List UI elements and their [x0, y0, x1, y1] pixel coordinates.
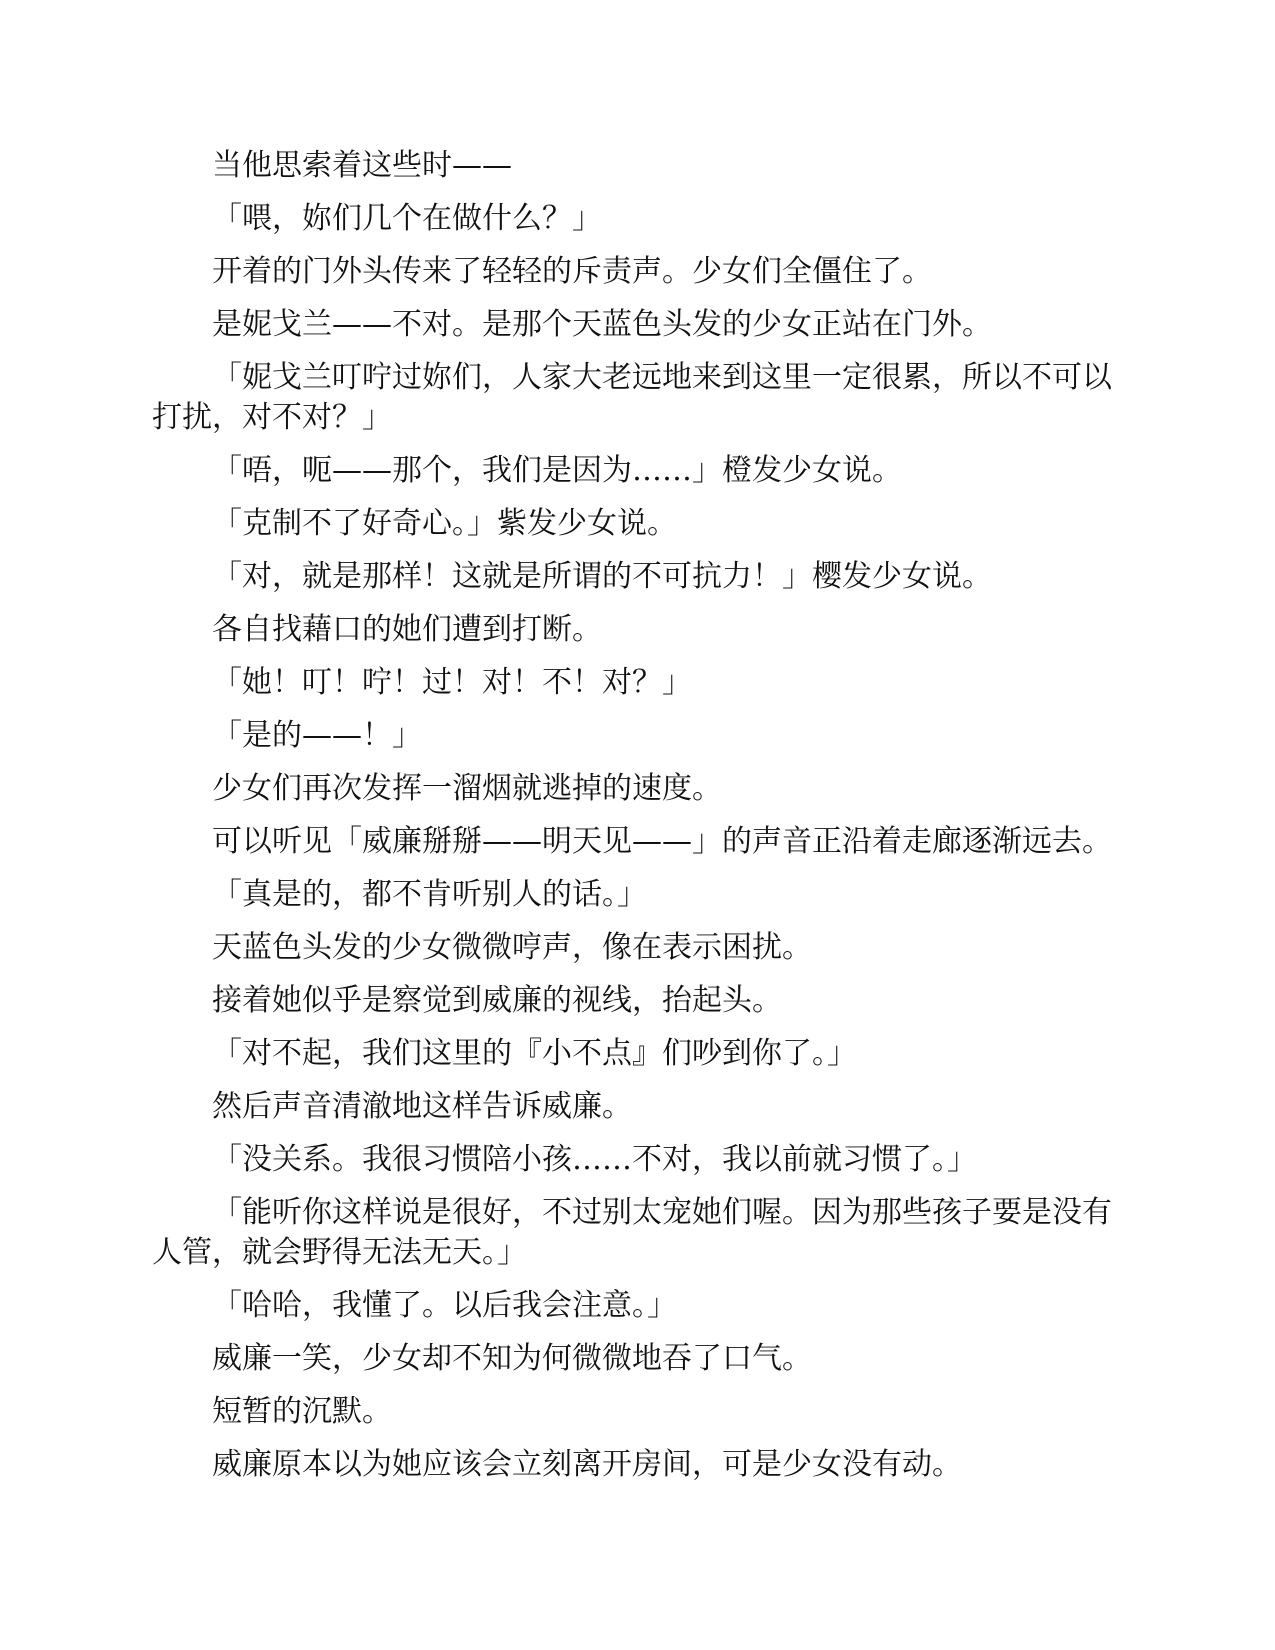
paragraph: 短暂的沉默。	[212, 1394, 392, 1429]
paragraph: 接着她似乎是察觉到威廉的视线，抬起头。	[212, 983, 782, 1018]
paragraph: 「没关系。我很习惯陪小孩……不对，我以前就习惯了。」	[212, 1142, 977, 1177]
paragraph: 然后声音清澈地这样告诉威廉。	[212, 1089, 632, 1124]
paragraph: 威廉一笑，少女却不知为何微微地吞了口气。	[212, 1341, 812, 1376]
paragraph: 「妮戈兰叮咛过妳们，人家大老远地来到这里一定很累，所以不可以打扰，对不对？」	[152, 360, 1112, 435]
document-page	[152, 146, 1120, 1498]
paragraph: 是妮戈兰——不对。是那个天蓝色头发的少女正站在门外。	[212, 307, 992, 342]
paragraph: 威廉原本以为她应该会立刻离开房间，可是少女没有动。	[212, 1447, 962, 1482]
paragraph: 「能听你这样说是很好，不过别太宠她们喔。因为那些孩子要是没有人管，就会野得无法无天。」	[152, 1195, 1112, 1270]
paragraph: 「她！叮！咛！过！对！不！对？」	[212, 665, 692, 700]
paragraph: 天蓝色头发的少女微微哼声，像在表示困扰。	[212, 930, 812, 965]
paragraph: 各自找藉口的她们遭到打断。	[212, 612, 602, 647]
paragraph: 「是的——！」	[212, 718, 422, 753]
paragraph: 「哈哈，我懂了。以后我会注意。」	[212, 1288, 677, 1323]
paragraph: 「唔，呃——那个，我们是因为……」橙发少女说。	[212, 453, 902, 488]
paragraph: 可以听见「威廉掰掰——明天见——」的声音正沿着走廊逐渐远去。	[212, 824, 1112, 859]
paragraph: 当他思索着这些时——	[212, 148, 512, 183]
paragraph: 开着的门外头传来了轻轻的斥责声。少女们全僵住了。	[212, 254, 932, 289]
paragraph: 「克制不了好奇心。」紫发少女说。	[212, 506, 677, 541]
paragraph: 「对，就是那样！这就是所谓的不可抗力！」樱发少女说。	[212, 559, 992, 594]
paragraph: 少女们再次发挥一溜烟就逃掉的速度。	[212, 771, 722, 806]
paragraph: 「喂，妳们几个在做什么？」	[212, 201, 602, 236]
paragraph: 「真是的，都不肯听别人的话。」	[212, 877, 647, 912]
paragraph: 「对不起，我们这里的『小不点』们吵到你了。」	[212, 1036, 857, 1071]
